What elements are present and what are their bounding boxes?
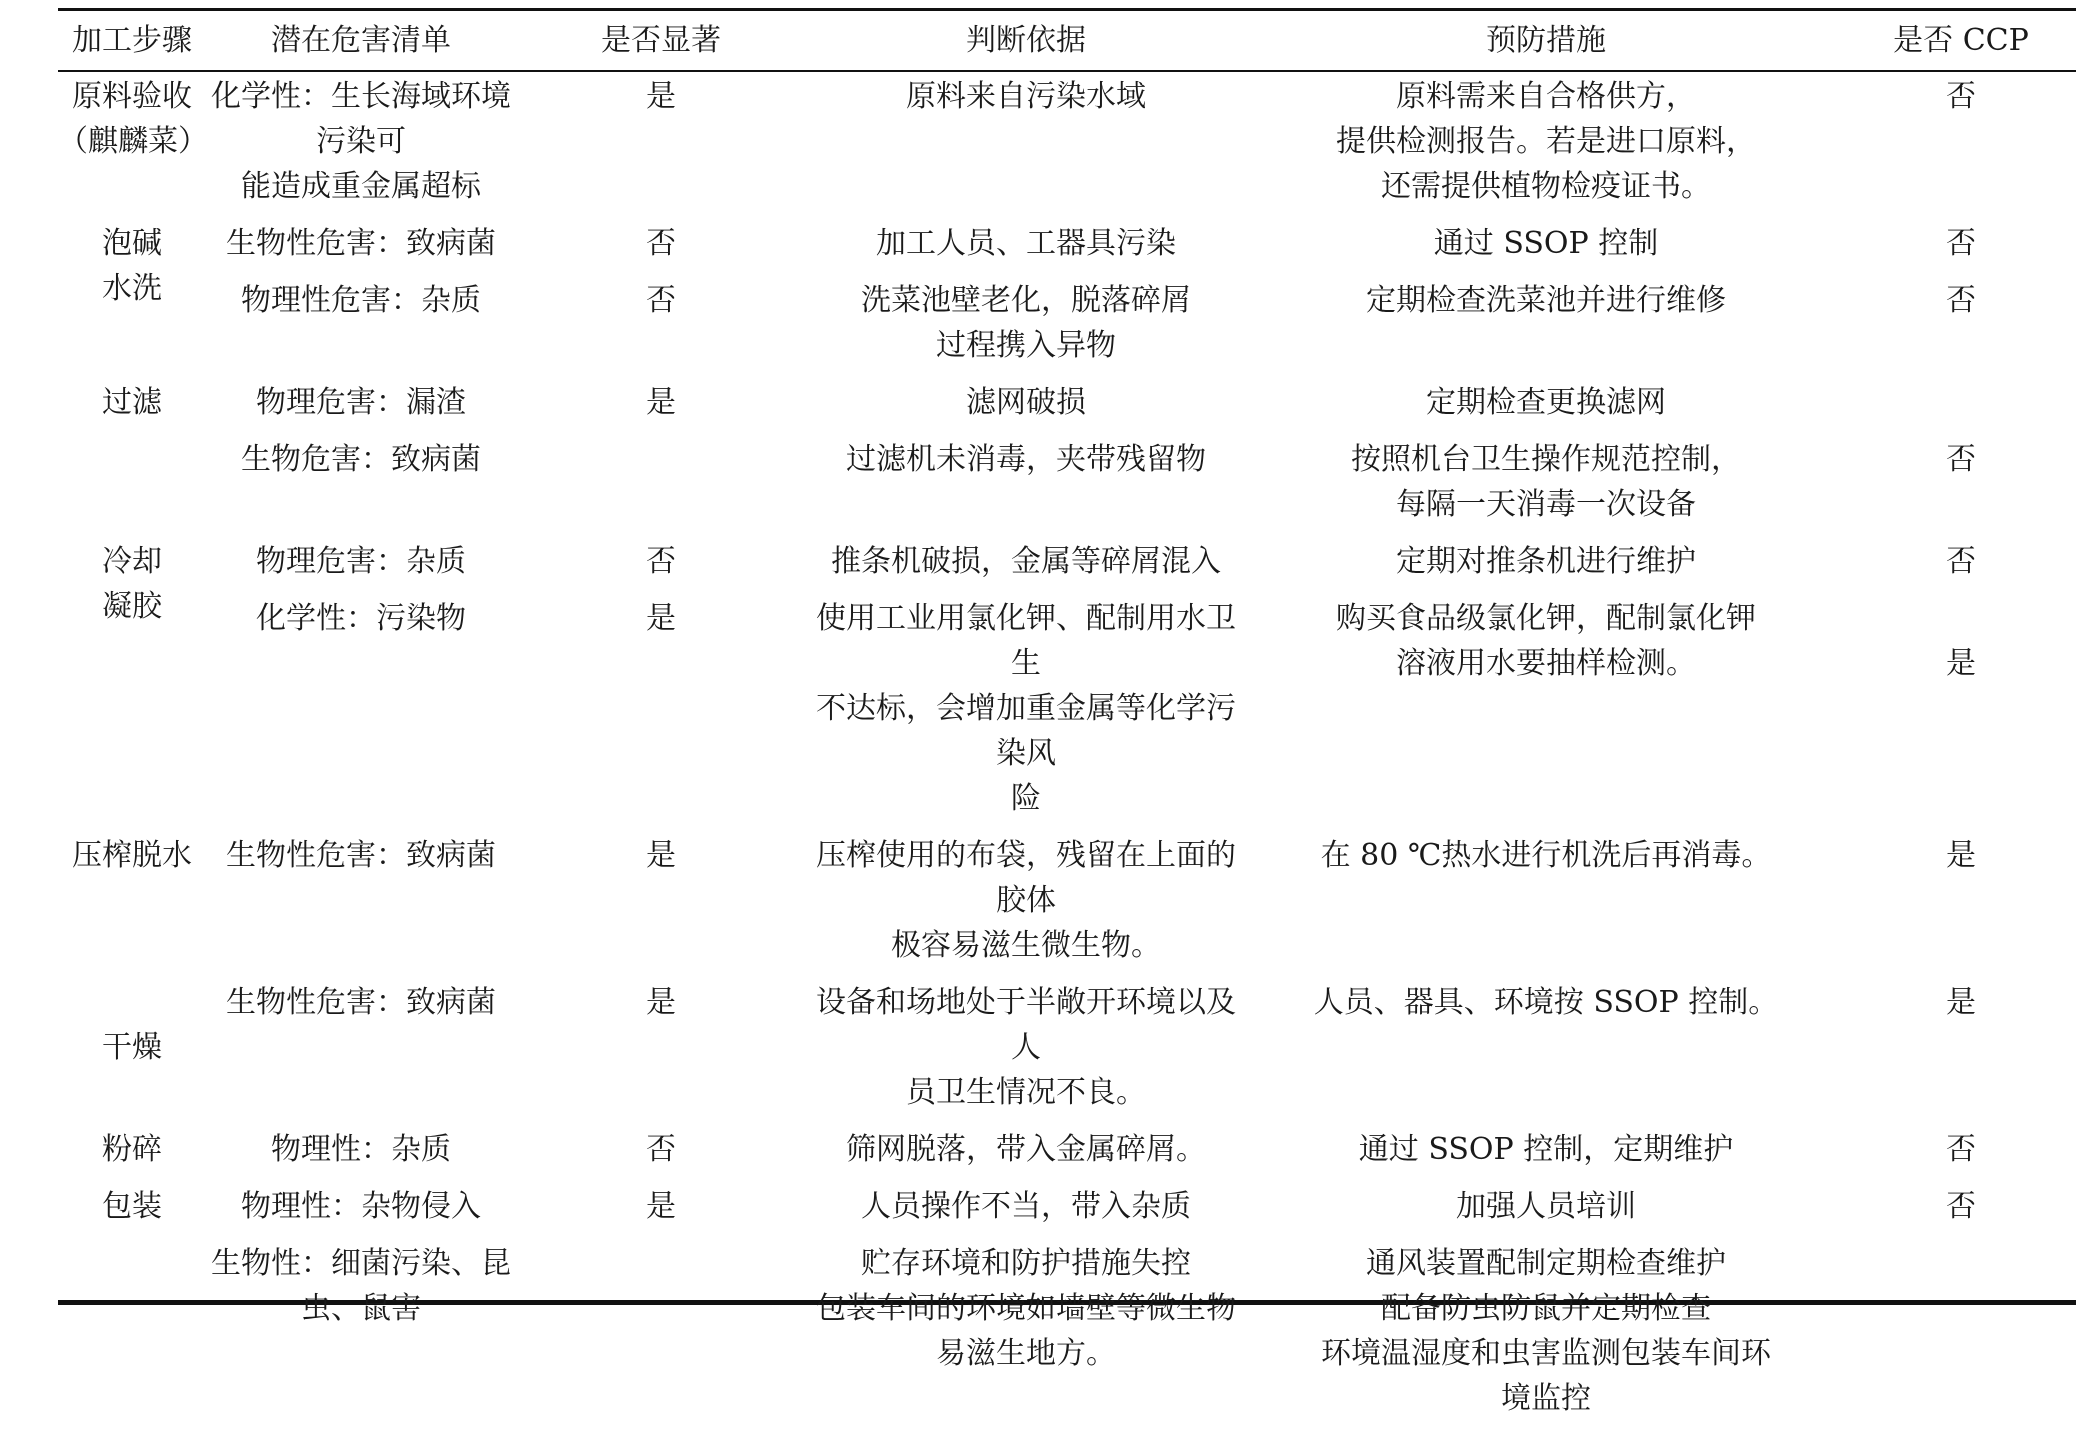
cell-significant: 否: [646, 1132, 676, 1167]
table-row: [58, 596, 2076, 833]
table-row: [58, 980, 2076, 1127]
cell-basis: 加工人员、工器具污染: [876, 226, 1176, 261]
cell-ccp: 是: [1946, 646, 1976, 681]
cell-step: [58, 437, 206, 539]
cell-ccp: [1846, 1241, 2076, 1433]
cell-basis: 人员操作不当，带入杂质: [861, 1189, 1191, 1224]
cell-measure: 在 80 ℃热水进行机洗后再消毒。: [1320, 838, 1772, 873]
cell-basis: 压榨使用的布袋，残留在上面的胶体 极容易滋生微生物。: [816, 838, 1236, 963]
cell-basis: 筛网脱落，带入金属碎屑。: [846, 1132, 1206, 1167]
cell-significant: [516, 437, 806, 539]
table-row: [58, 1241, 2076, 1433]
cell-basis: 推条机破损，金属等碎屑混入: [831, 544, 1221, 579]
cell-basis: 使用工业用氯化钾、配制用水卫生 不达标，会增加重金属等化学污染风 险: [816, 601, 1236, 816]
cell-hazard: 物理危害：杂质: [256, 544, 466, 579]
cell-ccp: 否: [1946, 79, 1976, 114]
cell-ccp: 否: [1946, 1132, 1976, 1167]
table-header-row: [58, 12, 2076, 70]
cell-significant: 是: [646, 985, 676, 1020]
cell-step: 粉碎: [102, 1132, 162, 1167]
table-body: [58, 70, 2076, 1433]
cell-step: 压榨脱水: [72, 838, 192, 873]
cell-hazard: 生物性危害：致病菌: [226, 838, 496, 873]
cell-ccp: 是: [1946, 985, 1976, 1020]
table-row: [58, 1184, 2076, 1241]
cell-measure: 通过 SSOP 控制，定期维护: [1358, 1132, 1734, 1167]
cell-basis: 洗菜池壁老化，脱落碎屑 过程携入异物: [861, 283, 1191, 363]
cell-measure: 加强人员培训: [1456, 1189, 1636, 1224]
column-header-significant: 是否显著: [601, 23, 721, 58]
cell-hazard: 生物性：细菌污染、昆虫、鼠害: [211, 1246, 511, 1326]
cell-hazard: 物理性危害：杂质: [241, 283, 481, 318]
table-row: [58, 437, 2076, 539]
cell-measure: 原料需来自合格供方， 提供检测报告。若是进口原料， 还需提供植物检疫证书。: [1336, 79, 1756, 204]
cell-hazard: 化学性：生长海域环境污染可 能造成重金属超标: [211, 79, 511, 204]
cell-ccp: [1846, 380, 2076, 437]
cell-measure: 定期检查洗菜池并进行维修: [1366, 283, 1726, 318]
cell-significant: 是: [646, 1189, 676, 1224]
cell-significant: 是: [646, 838, 676, 873]
cell-step: 包装: [102, 1189, 162, 1224]
cell-step: 冷却 凝胶: [102, 544, 162, 624]
cell-hazard: 生物危害：致病菌: [241, 442, 481, 477]
column-header-step: 加工步骤: [72, 23, 192, 58]
cell-measure: 购买食品级氯化钾，配制氯化钾 溶液用水要抽样检测。: [1336, 601, 1756, 681]
column-header-hazard: 潜在危害清单: [271, 23, 451, 58]
cell-ccp: 是: [1946, 838, 1976, 873]
cell-measure: 通风装置配制定期检查维护 配备防虫防鼠并定期检查 环境温湿度和虫害监测包装车间环 境监控: [1321, 1246, 1771, 1416]
table-row: [58, 221, 2076, 278]
cell-basis: 原料来自污染水域: [906, 79, 1146, 114]
cell-hazard: 生物性危害：致病菌: [226, 985, 496, 1020]
cell-basis: 滤网破损: [966, 385, 1086, 420]
cell-basis: 设备和场地处于半敞开环境以及人 员卫生情况不良。: [816, 985, 1236, 1110]
cell-step: 原料验收 （麒麟菜）: [58, 79, 208, 159]
table-row: [58, 1127, 2076, 1184]
cell-measure: 定期检查更换滤网: [1426, 385, 1666, 420]
haccp-hazard-analysis-table: [58, 12, 2076, 1433]
cell-significant: 是: [646, 385, 676, 420]
cell-hazard: 生物性危害：致病菌: [226, 226, 496, 261]
cell-hazard: 化学性：污染物: [256, 601, 466, 636]
cell-significant: 是: [646, 601, 676, 636]
cell-step: 过滤: [102, 385, 162, 420]
column-header-ccp: 是否 CCP: [1893, 23, 2029, 58]
table-row: [58, 278, 2076, 380]
table-top-rule: [58, 8, 2076, 11]
cell-basis: 过滤机未消毒，夹带残留物: [846, 442, 1206, 477]
cell-ccp: 否: [1946, 544, 1976, 579]
cell-significant: 否: [646, 283, 676, 318]
column-header-basis: 判断依据: [966, 23, 1086, 58]
cell-ccp: 否: [1946, 1189, 1976, 1224]
cell-measure: 按照机台卫生操作规范控制， 每隔一天消毒一次设备: [1351, 442, 1741, 522]
cell-significant: 否: [646, 544, 676, 579]
table-row: [58, 380, 2076, 437]
table-row: [58, 539, 2076, 596]
cell-ccp: 否: [1946, 283, 1976, 318]
cell-measure: 定期对推条机进行维护: [1396, 544, 1696, 579]
cell-ccp: 否: [1946, 442, 1976, 477]
table-row: [58, 833, 2076, 980]
column-header-measure: 预防措施: [1486, 23, 1606, 58]
cell-step: 干燥: [102, 1030, 162, 1065]
cell-measure: 人员、器具、环境按 SSOP 控制。: [1313, 985, 1779, 1020]
cell-basis: 贮存环境和防护措施失控 包装车间的环境如墙壁等微生物 易滋生地方。: [816, 1246, 1236, 1371]
cell-step: 泡碱 水洗: [102, 226, 162, 306]
cell-hazard: 物理性：杂质: [271, 1132, 451, 1167]
cell-significant: 否: [646, 226, 676, 261]
cell-significant: [516, 1241, 806, 1433]
cell-measure: 通过 SSOP 控制: [1433, 226, 1659, 261]
cell-hazard: 物理性：杂物侵入: [241, 1189, 481, 1224]
cell-significant: 是: [646, 79, 676, 114]
table-row: [58, 70, 2076, 221]
cell-hazard: 物理危害：漏渣: [256, 385, 466, 420]
cell-ccp: 否: [1946, 226, 1976, 261]
